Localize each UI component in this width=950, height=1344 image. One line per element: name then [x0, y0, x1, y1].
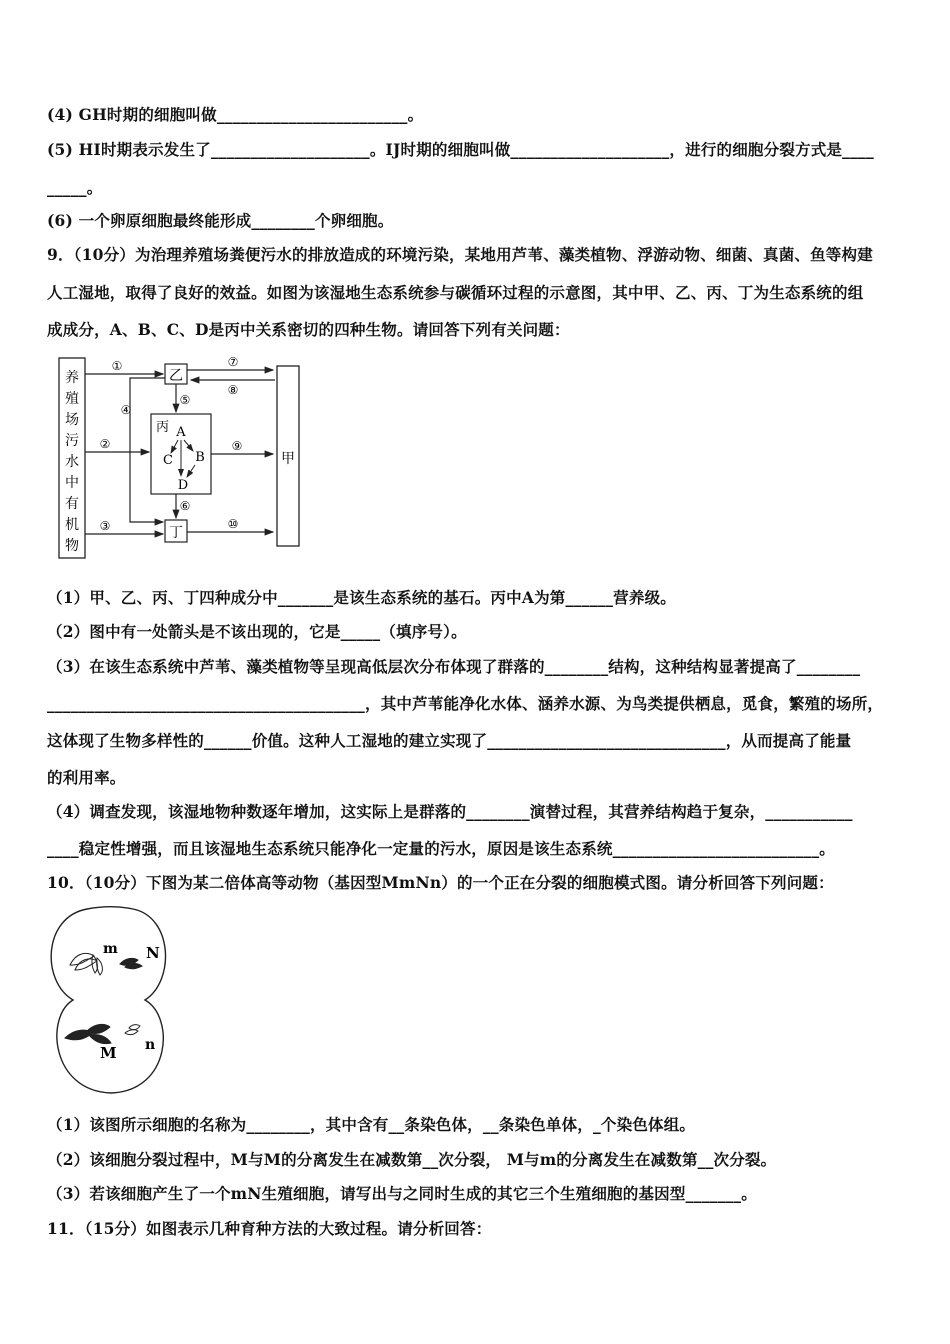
source-char: 殖	[65, 391, 79, 407]
source-char: 污	[65, 433, 79, 449]
q10-stem: 10．（10分）下图为某二倍体高等动物（基因型MmNn）的一个正在分裂的细胞模式图。请分析回答下列问题：	[47, 873, 834, 892]
q10-2: （2）该细胞分裂过程中，M与M的分离发生在减数第__次分裂， M与m的分离发生在减数第__次分裂。	[47, 1150, 777, 1169]
node-C: C	[163, 453, 173, 468]
gene-M: M	[100, 1044, 117, 1062]
source-char: 场	[65, 412, 79, 428]
arrow-1: ①	[111, 359, 123, 373]
arrow-8: ⑧	[227, 383, 239, 397]
q8-4: (4) GH时期的细胞叫做________________________。	[47, 105, 424, 124]
q9-stem-2: 人工湿地，取得了良好的效益。如图为该湿地生态系统参与碳循环过程的示意图，其中甲、乙、丙、丁为生态系统的组	[47, 283, 864, 302]
source-char: 有	[65, 496, 79, 512]
gene-N: N	[146, 944, 160, 962]
source-char: 物	[65, 538, 79, 554]
q9-2: （2）图中有一处箭头是不该出现的，它是_____（填序号）。	[47, 622, 467, 641]
q10-3: （3）若该细胞产生了一个mN生殖细胞，请写出与之同时生成的其它三个生殖细胞的基因型_______。	[47, 1184, 757, 1203]
q9-stem-3: 成成分，A、B、C、D是丙中关系密切的四种生物。请回答下列有关问题：	[47, 320, 570, 339]
arrow-6: ⑥	[179, 499, 191, 513]
q10-1: （1）该图所示细胞的名称为________，其中含有__条染色体，__条染色单体，_个染色体组。	[47, 1115, 696, 1134]
q8-5-cont: _____。	[47, 178, 103, 197]
bing-label: 丙	[156, 420, 170, 435]
carbon-cycle-diagram	[55, 352, 315, 564]
q9-3-cont-1: ________________________________________，其中芦苇能净化水体、涵养水源、为鸟类提供栖息，觅食，繁殖的场所，	[47, 694, 884, 713]
q8-6: (6) 一个卵原细胞最终能形成________个卵细胞。	[47, 211, 394, 230]
q9-3-cont-2: 这体现了生物多样性的______价值。这种人工湿地的建立实现了______________________________，从而提高了能量	[47, 731, 852, 750]
q9-4: （4）调查发现，该湿地物种数逐年增加，这实际上是群落的________演替过程，其营养结构趋于复杂，___________	[47, 802, 853, 821]
node-D: D	[177, 478, 189, 493]
q11-stem: 11．（15分）如图表示几种育种方法的大致过程。请分析回答：	[47, 1219, 492, 1238]
arrow-7: ⑦	[227, 355, 239, 369]
node-B: B	[195, 450, 205, 465]
q9-1: （1）甲、乙、丙、丁四种成分中_______是该生态系统的基石。丙中A为第______营养级。	[47, 588, 676, 607]
q8-5: (5) HI时期表示发生了____________________。IJ时期的细胞叫做____________________，进行的细胞分裂方式是____	[47, 140, 874, 159]
source-char: 水	[65, 454, 79, 470]
arrow-2: ②	[99, 437, 111, 451]
q9-stem-1: 9．（10分）为治理养殖场粪便污水的排放造成的环境污染，某地用芦苇、藻类植物、浮游动物、细菌、真菌、鱼等构建	[47, 245, 873, 264]
node-A: A	[176, 425, 186, 440]
gene-n: n	[145, 1037, 156, 1053]
source-char: 机	[65, 517, 79, 533]
cell-division-diagram	[45, 903, 175, 1098]
yi-label: 乙	[169, 368, 183, 384]
arrow-4: ④	[120, 403, 132, 417]
q9-4-cont: ____稳定性增强，而且该湿地生态系统只能净化一定量的污水，原因是该生态系统__________________________。	[47, 839, 836, 858]
arrow-9: ⑨	[231, 439, 243, 453]
gene-m: m	[103, 941, 118, 957]
arrow-5: ⑤	[179, 393, 191, 407]
source-char: 养	[65, 370, 79, 386]
source-char: 中	[65, 475, 79, 491]
q9-3-cont-3: 的利用率。	[47, 768, 126, 787]
arrow-10: ⑩	[227, 517, 239, 531]
q9-3: （3）在该生态系统中芦苇、藻类植物等呈现高低层次分布体现了群落的________结构，这种结构显著提高了________	[47, 657, 861, 676]
arrow-3: ③	[99, 519, 111, 533]
ding-label: 丁	[169, 525, 183, 541]
jia-label: 甲	[281, 451, 295, 467]
